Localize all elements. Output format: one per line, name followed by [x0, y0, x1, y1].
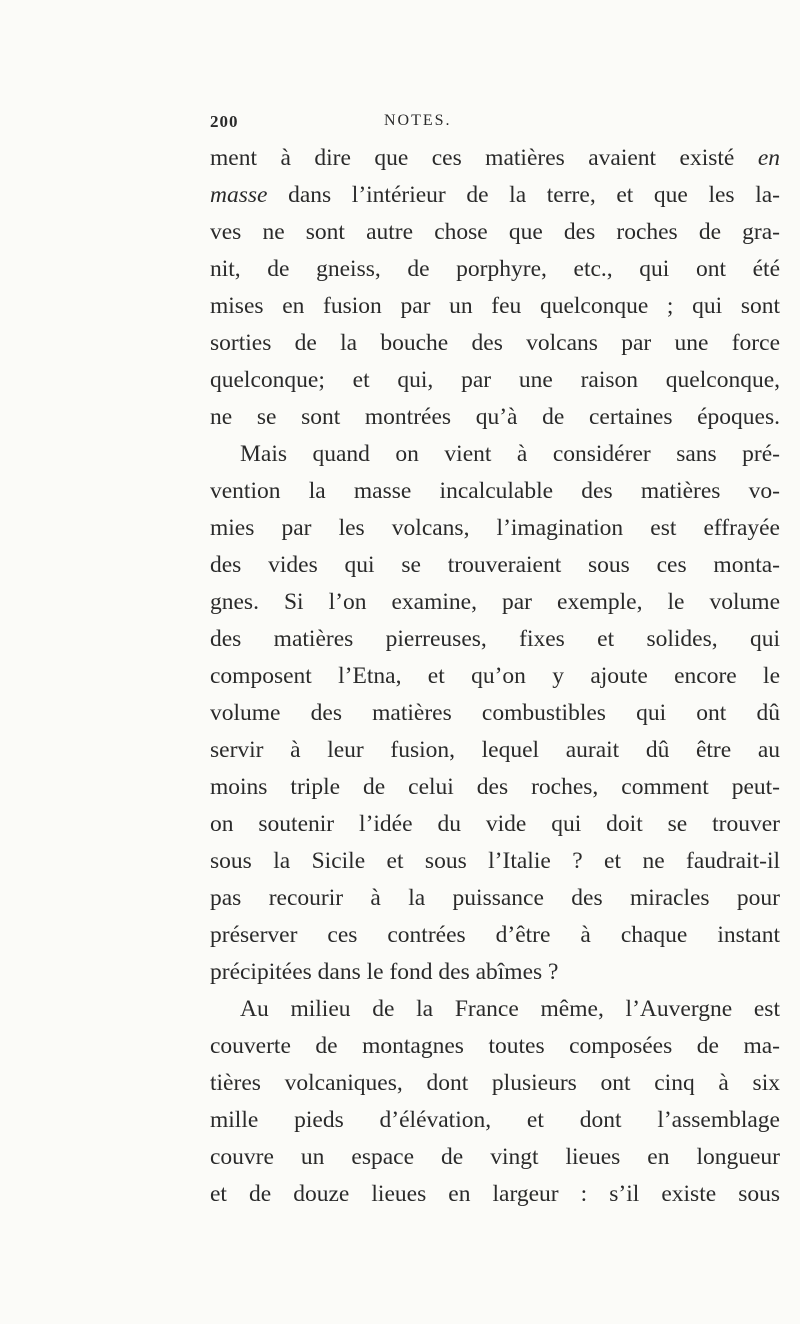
text-line: vention la masse incalculable des matières vo- — [210, 478, 780, 504]
page-header — [0, 112, 800, 140]
text-line: sous la Sicile et sous l’Italie ? et ne faudrait-il — [210, 848, 780, 874]
text-line: et de douze lieues en largeur : s’il existe sous — [210, 1181, 780, 1207]
text-line: composent l’Etna, et qu’on y ajoute encore le — [210, 663, 780, 689]
text-line: moins triple de celui des roches, comment peut- — [210, 774, 780, 800]
text-line: nit, de gneiss, de porphyre, etc., qui ont été — [210, 256, 780, 282]
text-line: mises en fusion par un feu quelconque ; qui sont — [210, 293, 780, 319]
text-line: masse dans l’intérieur de la terre, et que les la- — [210, 182, 780, 208]
text-line: servir à leur fusion, lequel aurait dû être au — [210, 737, 780, 763]
text-line: Au milieu de la France même, l’Auvergne est — [240, 996, 780, 1022]
running-head: NOTES. — [384, 112, 452, 129]
text-line: on soutenir l’idée du vide qui doit se trouver — [210, 811, 780, 837]
text-line: préserver ces contrées d’être à chaque instant — [210, 922, 780, 948]
text-line: pas recourir à la puissance des miracles pour — [210, 885, 780, 911]
text-line: sorties de la bouche des volcans par une force — [210, 330, 780, 356]
text-line: ment à dire que ces matières avaient existé en — [210, 145, 780, 171]
text-line: Mais quand on vient à considérer sans pré- — [240, 441, 780, 467]
text-line: mille pieds d’élévation, et dont l’assemblage — [210, 1107, 780, 1133]
text-line: précipitées dans le fond des abîmes ? — [210, 959, 559, 985]
text-line: tières volcaniques, dont plusieurs ont cinq à six — [210, 1070, 780, 1096]
text-line: mies par les volcans, l’imagination est effrayée — [210, 515, 780, 541]
text-line: quelconque; et qui, par une raison quelconque, — [210, 367, 780, 393]
text-line: ves ne sont autre chose que des roches de gra- — [210, 219, 780, 245]
text-line: des vides qui se trouveraient sous ces monta- — [210, 552, 780, 578]
text-line: couvre un espace de vingt lieues en longueur — [210, 1144, 780, 1170]
page-number: 200 — [210, 112, 239, 131]
text-line: gnes. Si l’on examine, par exemple, le volume — [210, 589, 780, 615]
text-line: couverte de montagnes toutes composées de ma- — [210, 1033, 780, 1059]
text-line: ne se sont montrées qu’à de certaines époques. — [210, 404, 780, 430]
text-line: des matières pierreuses, fixes et solides, qui — [210, 626, 780, 652]
text-line: volume des matières combustibles qui ont dû — [210, 700, 780, 726]
body-text — [210, 140, 780, 1213]
